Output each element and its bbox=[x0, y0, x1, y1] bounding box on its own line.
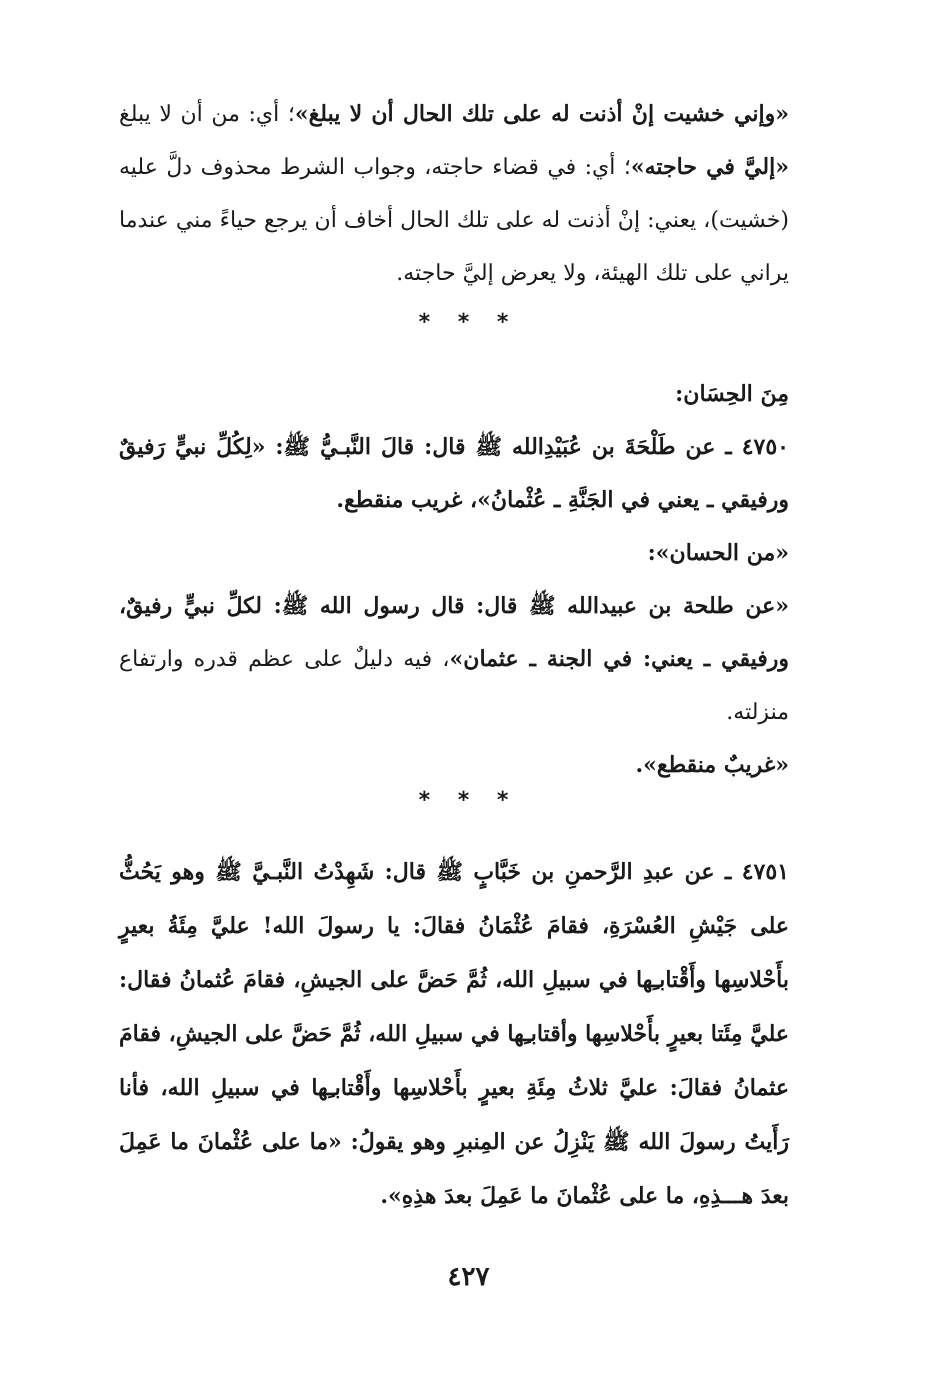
hisan-section bbox=[119, 368, 819, 792]
quote-2: «إليَّ في حاجته» bbox=[630, 154, 789, 180]
hadith-4751-block bbox=[119, 845, 819, 1223]
text-2: ؛ أي: في قضاء حاجته، وجواب الشرط محذوف دلَّ عليه (خشيت)، يعني: إنْ أذنت له على تلك الحال أخاف أن يرجع حياءً مني عندما يراني على تلك الهيئة، ولا يعرض إليَّ حاجته. bbox=[119, 155, 789, 286]
quote-1: «وإني خشيت إنْ أذنت له على تلك الحال أن لا يبلغ» bbox=[294, 101, 789, 127]
section-heading: مِنَ الحِسَان: bbox=[675, 381, 789, 407]
quote-hadith: «عن طلحة بن عبيدالله ﷺ قال: قال رسول الله ﷺ: لكلِّ نبيٍّ رفيقٌ، ورفيقي ـ يعني: في الجنة ـ عثمان» bbox=[119, 593, 789, 672]
separator-stars: * * * bbox=[418, 310, 519, 335]
commentary-heading: «من الحسان»: bbox=[647, 540, 789, 566]
hadith-4750: ٤٧٥٠ ـ عن طَلْحَةَ بن عُبَيْدِالله ﷺ قال: قالَ النَّبـيُّ ﷺ: «لِكُلِّ نبيٍّ رَفيقٌ ورفيقي ـ يعني في الجَنَّةِ ـ عُثْمانُ»، غريب منقطع. bbox=[119, 434, 789, 513]
commentary-paragraph bbox=[119, 88, 819, 300]
page-number: ٤٢٧ bbox=[447, 1262, 490, 1292]
hadith-4751: ٤٧٥١ ـ عن عبدِ الرَّحمنِ بن خَبَّابٍ ﷺ قال: شَهِدْتُ النَّبـيَّ ﷺ وهو يَحُثُّ على جَيْشِ العُسْرَةِ، فقامَ عُثْمَانُ فقالَ: يا رسولَ الله! عليَّ مِئَةُ بعيرٍ بأَحْلاسِها وأَقْتابـِها في سبيلِ الله، ثُمَّ حَضَّ على الجيشِ، فقامَ عُثمانُ فقال: عليَّ مِئَتا بعيرٍ بأَحْلاسِها وأقتابـِها في سبيلِ الله، ثُمَّ حَضَّ على الجيشِ، فقامَ عثمانُ فقالَ: عليَّ ثلاثُ مِئَةِ بعيرٍ بأَحْلاسِها وأَقْتابـِها في سبيلِ الله، فأنا رَأَيتُ رسولَ الله ﷺ يَنْزِلُ عن المِنبرِ وهو يقولُ: «ما على عُثْمانَ ما عَمِلَ بعدَ هـــذِهِ، ما على عُثْمانَ ما عَمِلَ بعدَ هذِهِ». bbox=[119, 859, 789, 1209]
paragraph-text bbox=[119, 88, 819, 300]
gharib-note: «غريبٌ منقطع». bbox=[635, 752, 789, 778]
separator-stars: * * * bbox=[418, 788, 519, 813]
text-1: ؛ أي: من أن لا يبلغ bbox=[119, 102, 295, 127]
commentary-text: ، فيه دليلٌ على عظم قدره وارتفاع منزلته. bbox=[119, 647, 789, 725]
commentary-4750 bbox=[119, 580, 819, 739]
